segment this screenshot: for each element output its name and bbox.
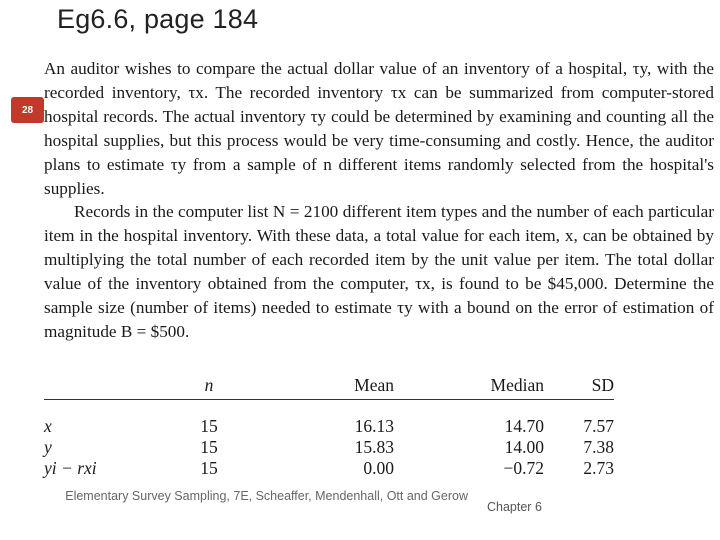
table-row [44, 458, 614, 479]
problem-text [44, 57, 714, 344]
problem-paragraph-1: An auditor wishes to compare the actual dollar value of an inventory of a hospital, τy, with the recorded inventory, τx. The recorded inventory τx can be summarized from computer-stored hospital records. The actual inventory τy could be determined by examining and counting all the hospital supplies, but this process would be very time-consuming and costly. Hence, the auditor plans to estimate τy from a sample of n different items randomly selected from the hospital's supplies. [44, 59, 714, 198]
header-median: Median [394, 371, 544, 400]
cell-mean: 15.83 [354, 437, 394, 457]
row-label: y [44, 437, 52, 457]
header-label [44, 371, 164, 400]
cell-sd: 7.38 [583, 437, 614, 457]
cell-n: 15 [200, 416, 218, 436]
cell-mean: 16.13 [354, 416, 394, 436]
slide-title: Eg6.6, page 184 [57, 4, 259, 34]
page-number-badge: 28 [11, 97, 44, 123]
table-row [44, 437, 614, 458]
summary-statistics-table [44, 371, 614, 479]
header-sd: SD [544, 371, 614, 400]
header-n: n [164, 371, 254, 400]
problem-paragraph-2: Records in the computer list N = 2100 different item types and the number of each particular item in the hospital inventory. With these data, a total value for each item, x, can be obtained by multiplying the total number of each recorded item by the unit value per item. The total dollar value of the inventory obtained from the computer, τx, is found to be $45,000. Determine the sample size (number of items) needed to estimate τy with a bound on the error of estimation of magnitude B = $500. [44, 202, 714, 341]
cell-median: −0.72 [503, 458, 544, 478]
cell-mean: 0.00 [363, 458, 394, 478]
table-row [44, 400, 614, 438]
cell-n: 15 [200, 437, 218, 457]
row-label: x [44, 416, 52, 436]
footer-reference: Elementary Survey Sampling, 7E, Scheaffer, Mendenhall, Ott and Gerow [65, 489, 468, 503]
cell-median: 14.70 [504, 416, 544, 436]
cell-median: 14.00 [504, 437, 544, 457]
cell-n: 15 [200, 458, 218, 478]
cell-sd: 2.73 [583, 458, 614, 478]
cell-sd: 7.57 [583, 416, 614, 436]
table-header-row [44, 371, 614, 400]
row-label: yi − rxi [44, 458, 97, 478]
header-mean: Mean [254, 371, 394, 400]
footer-chapter: Chapter 6 [487, 500, 542, 514]
